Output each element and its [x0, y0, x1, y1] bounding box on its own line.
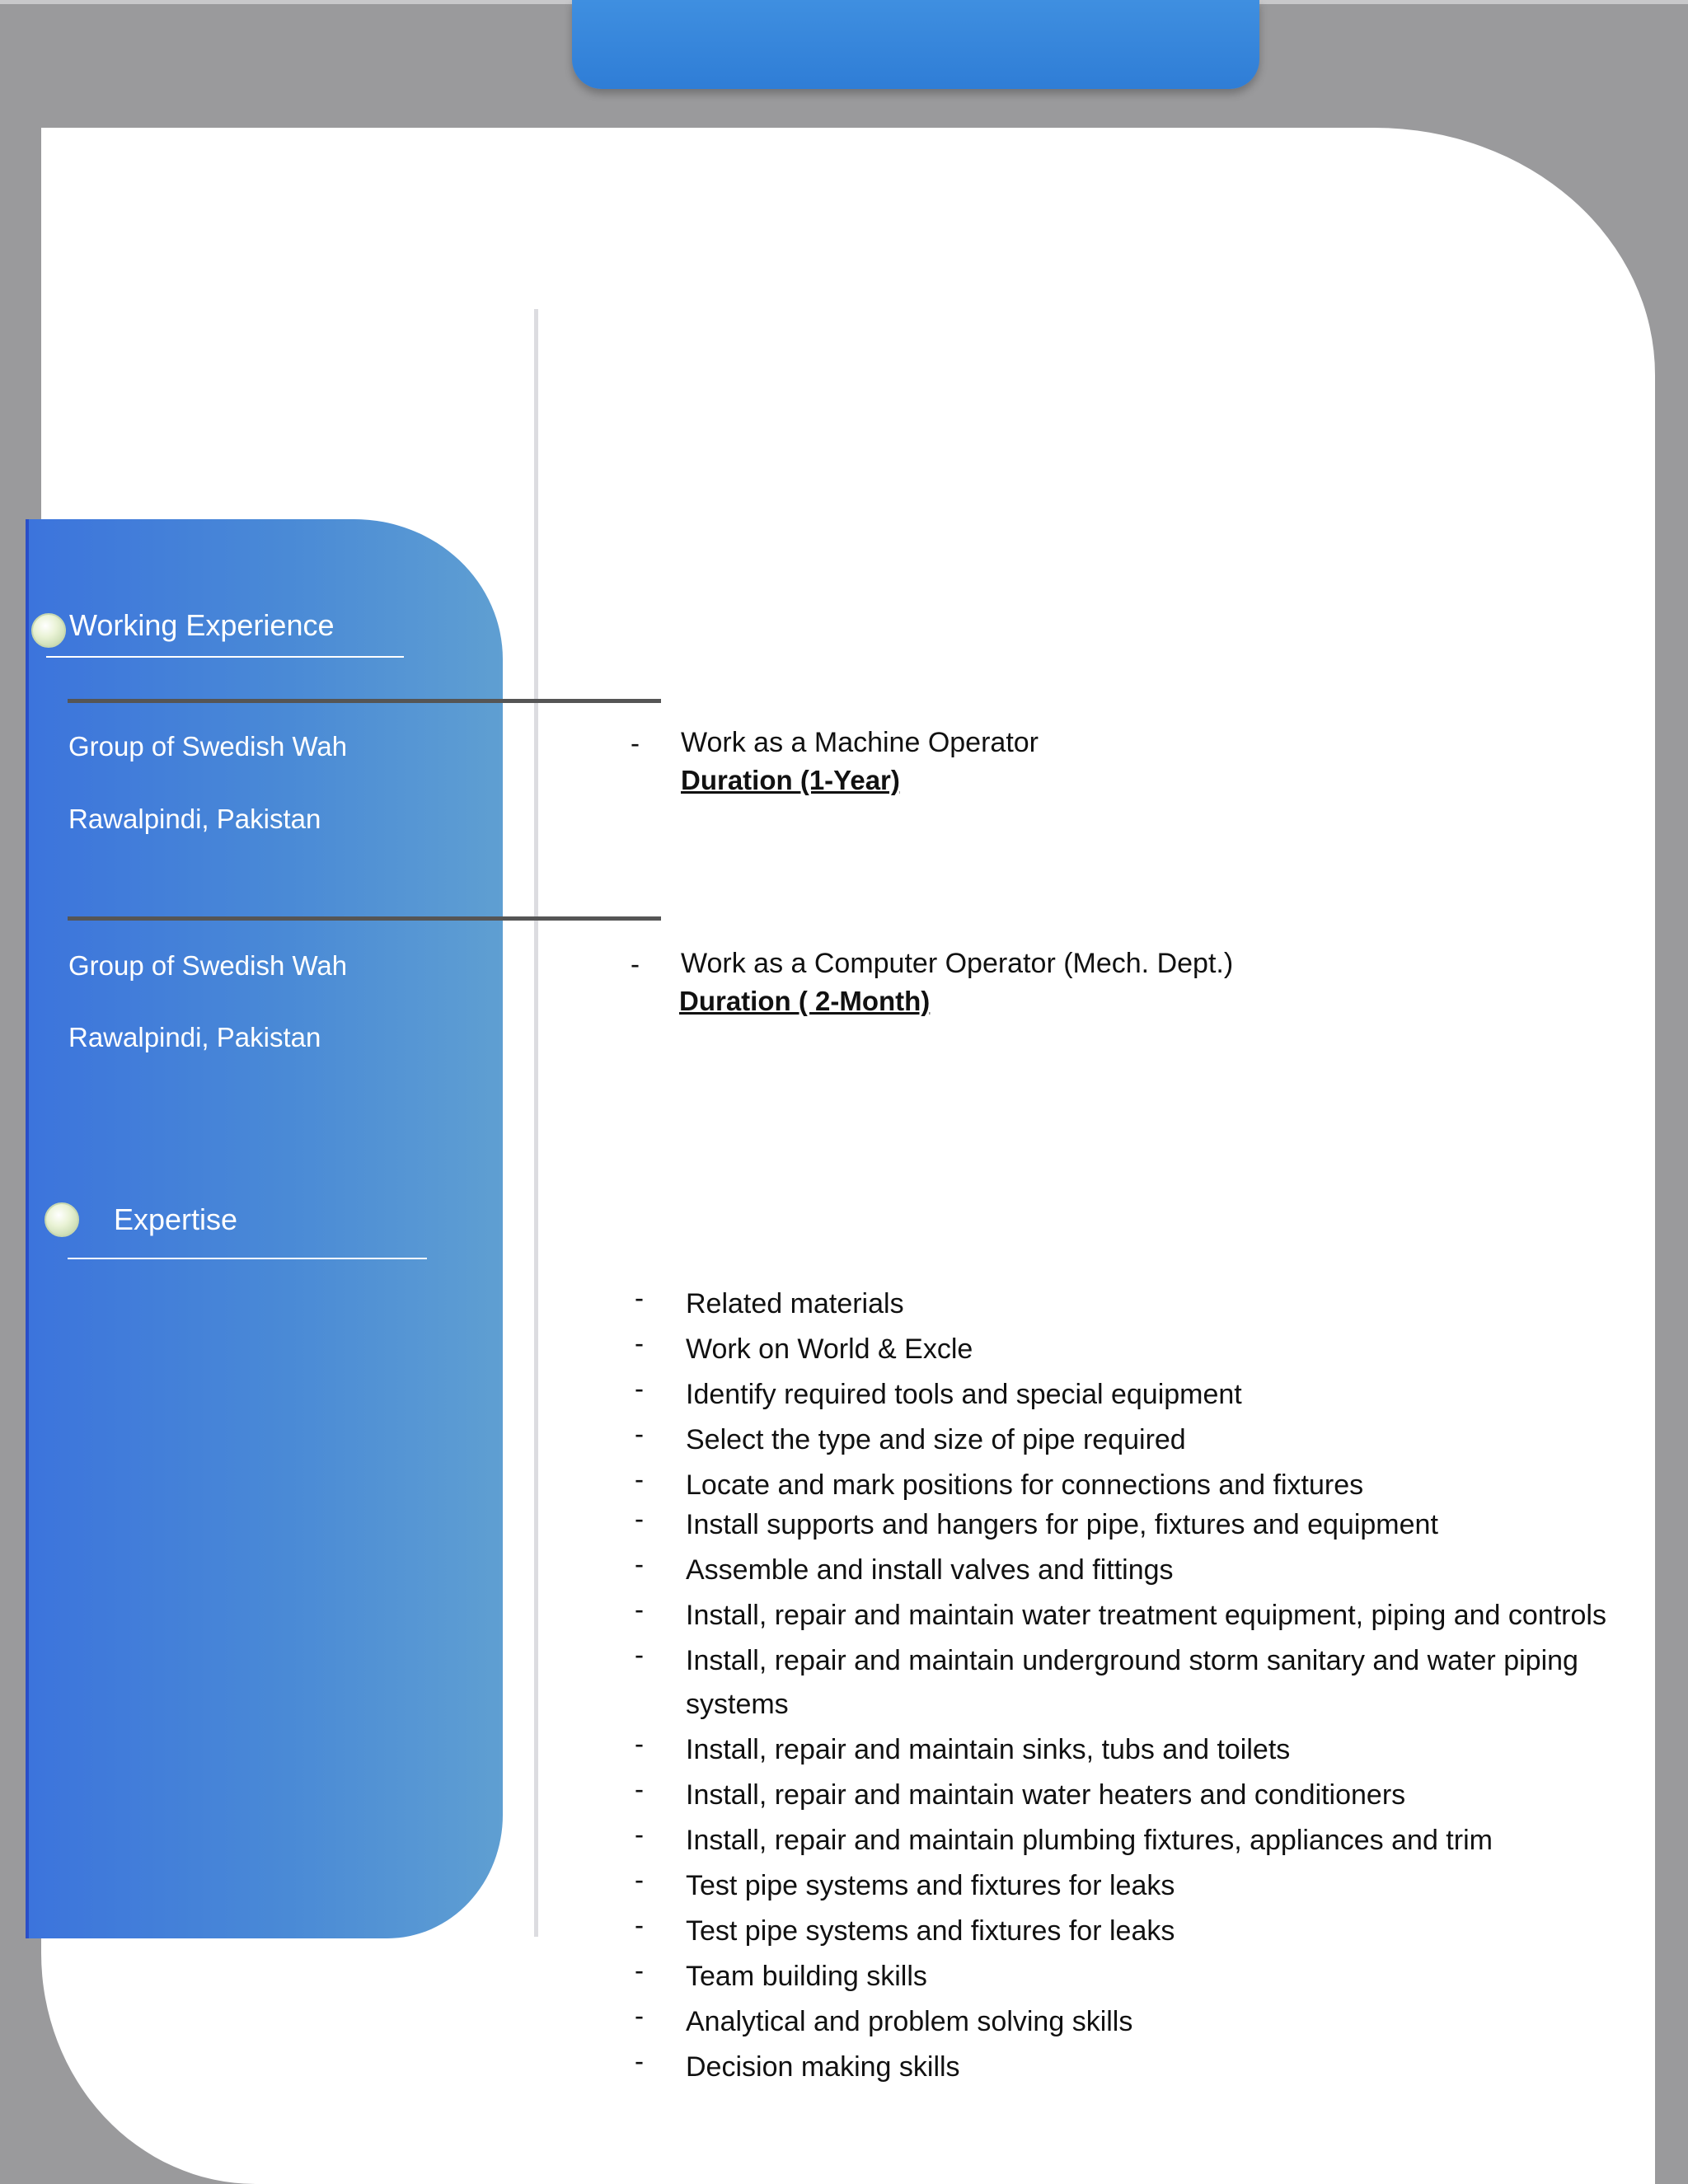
expertise-underline [68, 1258, 427, 1259]
list-item: - Install, repair and maintain water heaters and conditioners [635, 1774, 1406, 1811]
expertise-list [626, 1282, 1648, 2091]
list-item: - Install, repair and maintain plumbing fixtures, appliances and trim [635, 1819, 1493, 1856]
entry-divider [68, 916, 661, 921]
list-item: - Analytical and problem solving skills [635, 2000, 1133, 2037]
column-divider [534, 309, 538, 1937]
job-duration: Duration (1-Year) [681, 765, 900, 795]
list-item: - Work on World & Excle [635, 1328, 973, 1365]
company-name: Group of Swedish Wah [68, 950, 348, 981]
list-dash: - [631, 728, 640, 758]
job-role: Work as a Machine Operator [681, 727, 1039, 758]
list-dash: - [631, 949, 640, 979]
list-item: - Assemble and install valves and fittings [635, 1549, 1174, 1586]
header-tab [572, 0, 1259, 89]
company-name: Group of Swedish Wah [68, 731, 348, 762]
working-experience-underline [46, 656, 404, 658]
list-item: - Test pipe systems and fixtures for leaks [635, 1910, 1175, 1947]
list-item: - Decision making skills [635, 2046, 960, 2083]
list-item: - Install, repair and maintain sinks, tubs and toilets [635, 1728, 1291, 1765]
expertise-title: Expertise [114, 1202, 238, 1236]
list-item: - Related materials [635, 1282, 904, 1319]
list-item: - Install, repair and maintain water treatment equipment, piping and controls [635, 1594, 1606, 1631]
list-item: - Identify required tools and special equipment [635, 1373, 1242, 1410]
list-item: - Locate and mark positions for connections and fixtures [635, 1464, 1364, 1501]
section-bullet-icon [31, 613, 66, 648]
section-bullet-icon [45, 1202, 79, 1237]
working-experience-title: Working Experience [69, 608, 335, 642]
job-duration: Duration ( 2-Month) [679, 986, 931, 1016]
company-location: Rawalpindi, Pakistan [68, 804, 321, 834]
entry-divider [68, 699, 661, 703]
job-role: Work as a Computer Operator (Mech. Dept.) [681, 948, 1234, 979]
company-location: Rawalpindi, Pakistan [68, 1022, 321, 1052]
list-item: - Install supports and hangers for pipe, fixtures and equipment [635, 1503, 1438, 1540]
list-item: - Select the type and size of pipe required [635, 1418, 1186, 1455]
list-item: - Test pipe systems and fixtures for leaks [635, 1864, 1175, 1901]
list-item: - Team building skills [635, 1955, 927, 1992]
list-item: - Install, repair and maintain underground storm sanitary and water piping systems [635, 1639, 1578, 1720]
